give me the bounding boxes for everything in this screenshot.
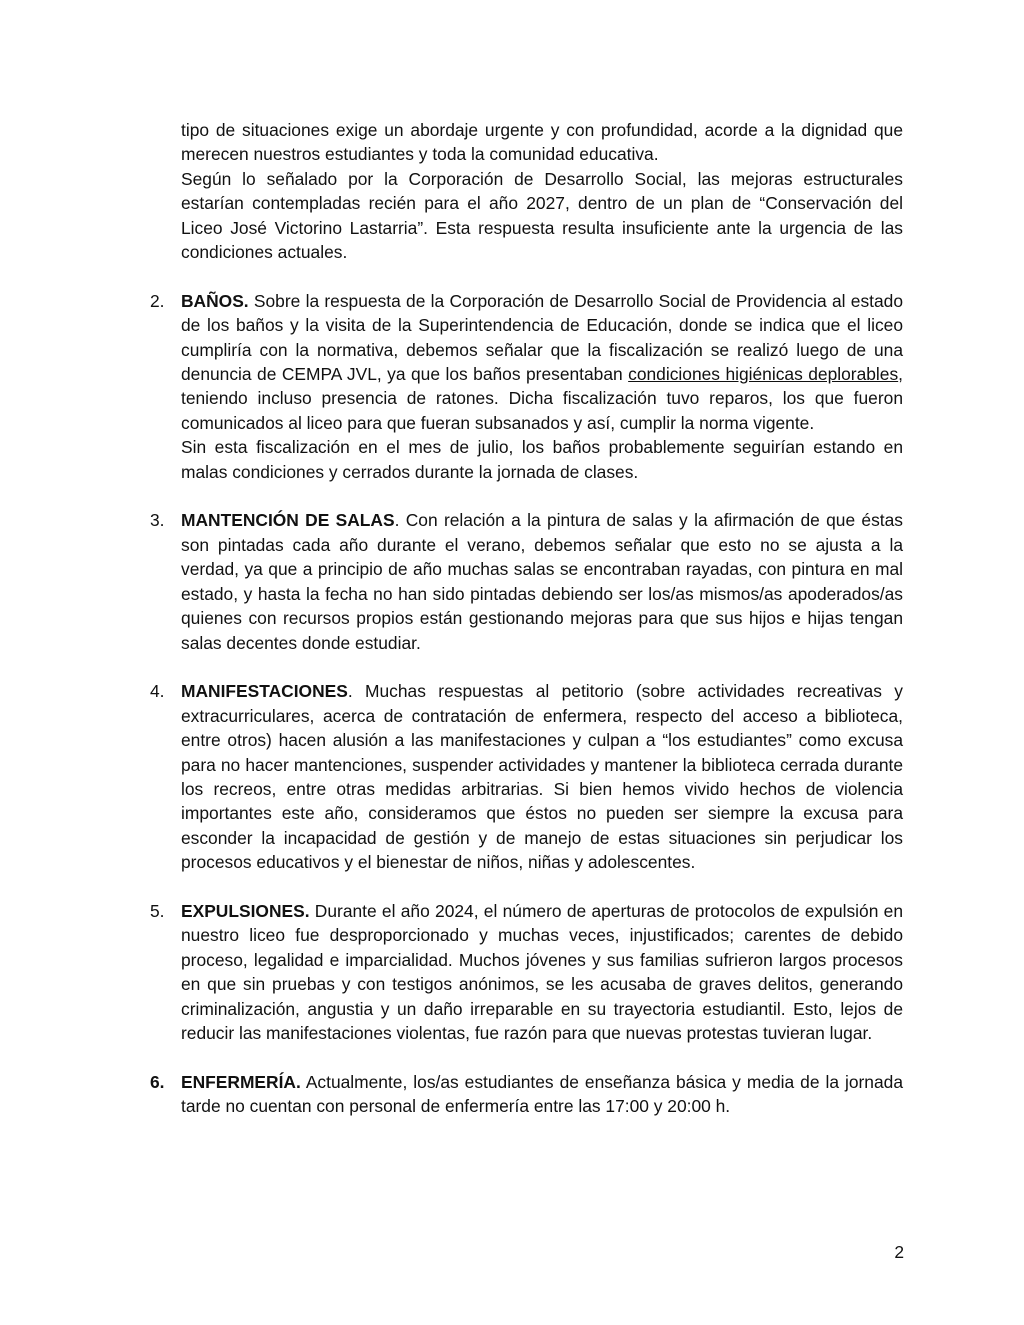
item-text: Sobre la respuesta de la Corporación de Desarrollo Social de Providencia al estado de los baños y la visita de la Superintendencia de Educación, donde se indica que el liceo cumpliría con la normativa, debemos señalar que la fiscalización se realizó luego de una denuncia de CEMPA JVL, ya que los baños presentaban bbox=[181, 290, 903, 385]
item-title: MANIFESTACIONES bbox=[181, 681, 348, 702]
intro-paragraph-1: tipo de situaciones exige un abordaje urgente y con profundidad, acorde a la dignidad que merecen nuestros estudiantes y toda la comunidad educativa. bbox=[181, 120, 903, 165]
list-number: 6. bbox=[150, 1071, 165, 1092]
item-title: BAÑOS. bbox=[181, 290, 249, 311]
list-item-body bbox=[181, 289, 903, 484]
list-item-paragraph bbox=[181, 679, 903, 874]
page-body bbox=[0, 118, 1024, 1119]
list-item-body bbox=[181, 1070, 903, 1119]
page-number: 2 bbox=[894, 1242, 904, 1262]
item-text: Durante el año 2024, el número de aperturas de protocolos de expulsión en nuestro liceo fue desproporcionado y muchas veces, injustificados; carentes de debido proceso, legalidad e imparcialidad. Muchos jóvenes y sus familias sufrieron largos procesos en que sin pruebas y con testigos anónimos, se les acusaba de graves delitos, generando criminalización, angustia y un daño irreparable en su trayectoria estudiantil. Esto, lejos de reducir las manifestaciones violentas, fue razón para que nuevas protestas tuvieran lugar. bbox=[181, 900, 903, 1043]
list-item-banos bbox=[0, 289, 1024, 484]
list-number: 5. bbox=[150, 900, 165, 921]
list-number: 2. bbox=[150, 290, 165, 311]
item-text: , teniendo incluso presencia de ratones. Dicha fiscalización tuvo reparos, los que fueron comunicados al liceo para que fueran subsanados y así, cumplir la norma vigente. bbox=[181, 364, 904, 433]
item-title: EXPULSIONES. bbox=[181, 900, 310, 921]
list-item-extra-paragraph: Sin esta fiscalización en el mes de julio, los baños probablemente seguirían estando en malas condiciones y cerrados durante la jornada de clases. bbox=[181, 437, 903, 482]
list-number: 3. bbox=[150, 510, 165, 531]
underlined-text: condiciones higiénicas deplorables bbox=[628, 364, 899, 385]
list-item-enfermeria bbox=[0, 1070, 1024, 1119]
list-item-paragraph bbox=[181, 289, 903, 435]
item-text: Actualmente, los/as estudiantes de enseñanza básica y media de la jornada tarde no cuentan con personal de enfermería entre las 17:00 y 20:00 h. bbox=[181, 1071, 903, 1117]
list-number: 4. bbox=[150, 681, 165, 702]
list-item-expulsiones bbox=[0, 899, 1024, 1045]
list-item-manifestaciones bbox=[0, 679, 1024, 874]
list-item-body bbox=[181, 899, 903, 1045]
list-item-body bbox=[181, 508, 903, 654]
item-title: MANTENCIÓN DE SALAS bbox=[181, 510, 395, 531]
item-title: ENFERMERÍA. bbox=[181, 1071, 301, 1092]
list-item-mantencion bbox=[0, 508, 1024, 654]
intro-paragraph-2: Según lo señalado por la Corporación de Desarrollo Social, las mejoras estructurales estarían contempladas recién para el año 2027, dentro de un plan de “Conservación del Liceo José Victorino Lastarria”. Esta respuesta resulta insuficiente ante la urgencia de las condiciones actuales. bbox=[181, 168, 903, 263]
list-item-paragraph bbox=[181, 508, 903, 654]
item-text: . Con relación a la pintura de salas y la afirmación de que éstas son pintadas cada año durante el verano, debemos señalar que esto no se ajusta a la verdad, ya que a principio de año muchas salas se encontraban rayadas, con pintura en mal estado, y hasta la fecha no han sido pintadas debiendo ser los/as mismos/as apoderados/as quienes con recursos propios están gestionando mejoras para que sus hijos e hijas tengan salas decentes donde estudiar. bbox=[181, 510, 903, 653]
item-text: . Muchas respuestas al petitorio (sobre actividades recreativas y extracurriculares, acerca de contratación de enfermera, respecto del acceso a biblioteca, entre otros) hacen alusión a las manifestaciones y culpan a “los estudiantes” como excusa para no hacer mantenciones, suspender actividades y mantener la biblioteca cerrada durante los recreos, entre otras medidas arbitrarias. Si bien hemos vivido hechos de violencia importantes este año, consideramos que éstos no pueden ser siempre la excusa para esconder la incapacidad de gestión y de manejo de estas situaciones sin perjudicar los procesos educativos y el bienestar de niños, niñas y adolescentes. bbox=[181, 681, 903, 873]
list-item-paragraph bbox=[181, 1070, 903, 1119]
list-item-body bbox=[181, 679, 903, 874]
list-item-paragraph bbox=[181, 899, 903, 1045]
